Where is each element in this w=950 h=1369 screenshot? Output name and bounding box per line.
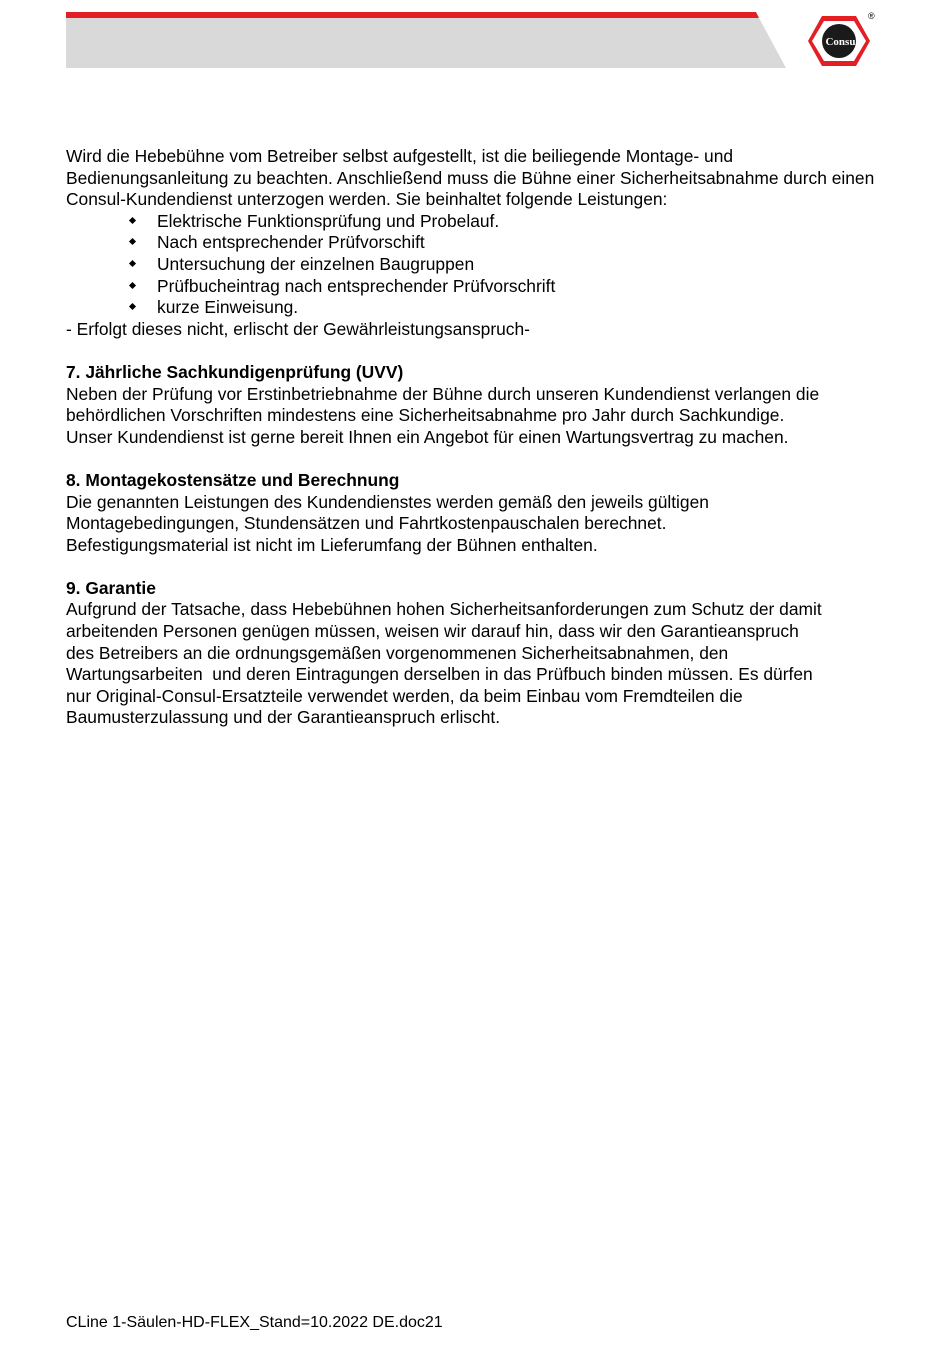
section-heading: 7. Jährliche Sachkundigenprüfung (UVV)	[66, 361, 404, 382]
list-item: kurze Einweisung.	[127, 297, 896, 319]
section-line: Wartungsarbeiten und deren Eintragungen derselben in das Prüfbuch binden müssen. Es dürfen	[66, 664, 813, 685]
logo-text: Consul	[825, 36, 859, 48]
section-line: des Betreibers an die ordnungsgemäßen vorgenommenen Sicherheitsabnahmen, den	[66, 642, 729, 663]
section-line: behördlichen Vorschriften mindestens eine Sicherheitsabnahme pro Jahr durch Sachkundige.	[66, 405, 785, 426]
section-line: Unser Kundendienst ist gerne bereit Ihnen ein Angebot für einen Wartungsvertrag zu machen.	[66, 426, 789, 447]
section-line: Neben der Prüfung vor Erstinbetriebnahme der Bühne durch unseren Kundendienst verlangen die	[66, 383, 820, 404]
list-item: Prüfbucheintrag nach entsprechender Prüfvorschrift	[127, 276, 896, 298]
section-line: Befestigungsmaterial ist nicht im Lieferumfang der Bühnen enthalten.	[66, 534, 598, 555]
section-heading: 8. Montagekostensätze und Berechnung	[66, 469, 400, 490]
service-list	[66, 211, 896, 319]
section-line: nur Original-Consul-Ersatzteile verwendet werden, da beim Einbau vom Fremdteilen die	[66, 685, 743, 706]
section-line: Aufgrund der Tatsache, dass Hebebühnen hohen Sicherheitsanforderungen zum Schutz der damit	[66, 599, 822, 620]
header-red-stripe	[66, 12, 759, 18]
header-band	[66, 12, 786, 68]
section-line: Baumusterzulassung und der Garantieanspruch erlischt.	[66, 707, 501, 728]
section-heading: 9. Garantie	[66, 577, 156, 598]
diamond-bullet-icon	[129, 303, 136, 310]
list-item: Nach entsprechender Prüfvorschift	[127, 232, 896, 254]
header-gray-band	[66, 18, 786, 68]
list-item: Untersuchung der einzelnen Baugruppen	[127, 254, 896, 276]
diamond-bullet-icon	[129, 217, 136, 224]
intro-paragraph: Wird die Hebebühne vom Betreiber selbst aufgestellt, ist die beiliegende Montage- und Bedienungsanleitung zu beachten. Anschließend muss die Bühne einer Sicherheitsabnahme durch einen Consul-Kundendienst unterzogen werden. Sie beinhaltet folgende Leistungen:	[66, 146, 875, 210]
diamond-bullet-icon	[129, 238, 136, 245]
page-footer: CLine 1-Säulen-HD-FLEX_Stand=10.2022 DE.doc21	[66, 1314, 443, 1331]
registered-mark: ®	[868, 12, 875, 21]
diamond-bullet-icon	[129, 260, 136, 267]
consul-logo	[806, 12, 876, 70]
section-line: arbeitenden Personen genügen müssen, weisen wir darauf hin, dass wir den Garantieanspruch	[66, 621, 799, 642]
diamond-bullet-icon	[129, 282, 136, 289]
section-line: Montagebedingungen, Stundensätzen und Fahrtkostenpauschalen berechnet.	[66, 513, 667, 534]
warranty-note: - Erfolgt dieses nicht, erlischt der Gewährleistungsanspruch-	[66, 318, 530, 339]
section-line: Die genannten Leistungen des Kundendienstes werden gemäß den jeweils gültigen	[66, 491, 709, 512]
list-item: Elektrische Funktionsprüfung und Probelauf.	[127, 211, 896, 233]
document-body	[66, 146, 896, 729]
